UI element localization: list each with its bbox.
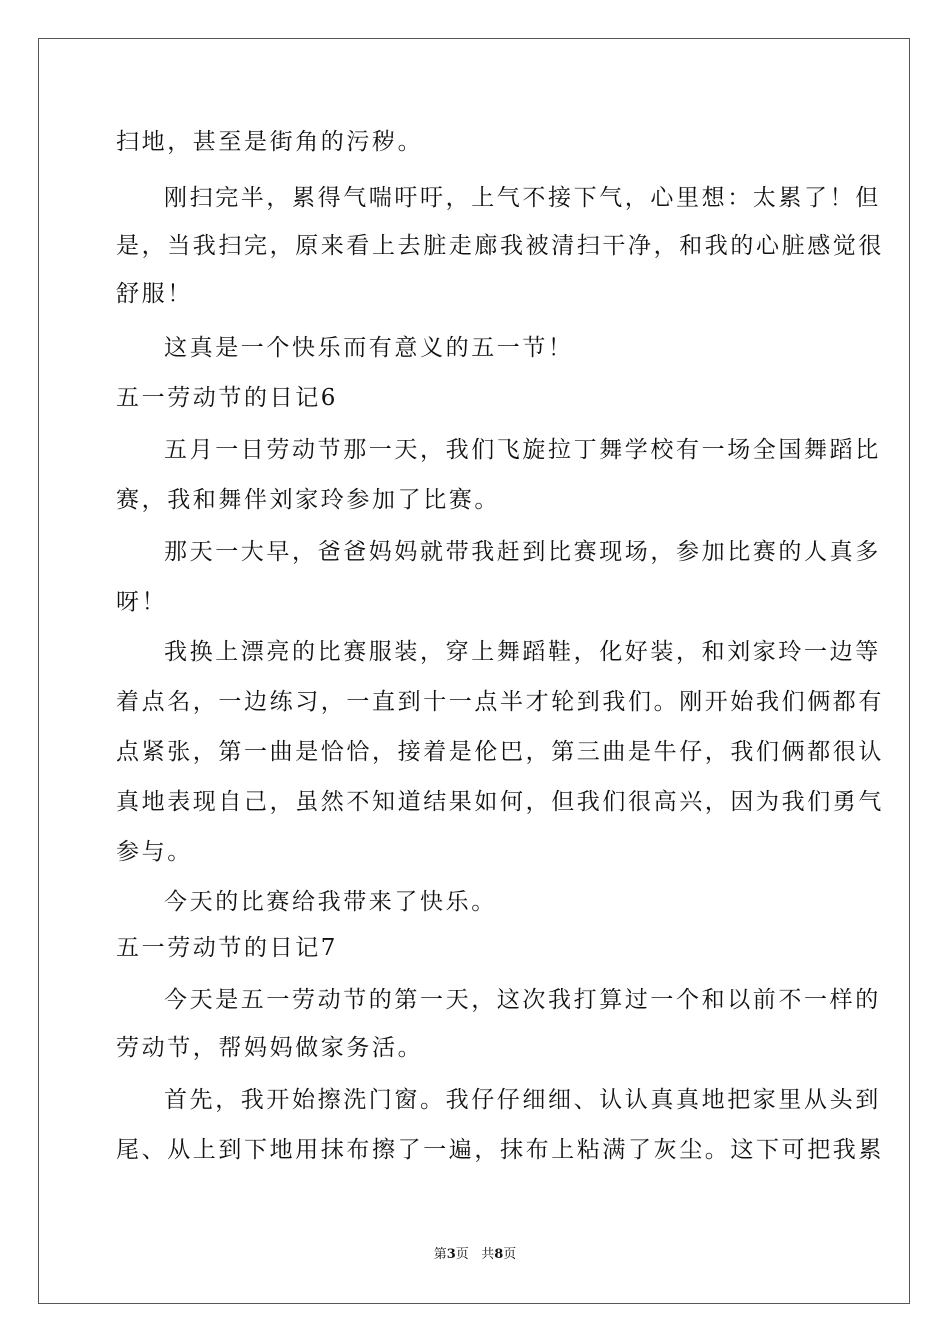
page-prefix: 第 [433, 1247, 447, 1262]
total-prefix: 共 [481, 1247, 495, 1262]
page-suffix: 页 [455, 1247, 469, 1262]
page-footer [0, 1245, 950, 1265]
paragraph-line: 参与。 [116, 839, 193, 865]
total-suffix: 页 [503, 1247, 517, 1262]
paragraph-line: 舒服！ [116, 281, 193, 307]
paragraph-line: 今天的比赛给我带来了快乐。 [164, 889, 497, 915]
paragraph-line: 我换上漂亮的比赛服装，穿上舞蹈鞋，化好装，和刘家玲一边等 [164, 639, 881, 665]
paragraph-line: 着点名，一边练习，一直到十一点半才轮到我们。刚开始我们俩都有 [116, 689, 884, 715]
paragraph-line: 五月一日劳动节那一天，我们飞旋拉丁舞学校有一场全国舞蹈比 [164, 437, 881, 463]
total-pages: 8 [494, 1247, 504, 1262]
section-heading: 五一劳动节的日记7 [116, 935, 339, 961]
paragraph-line: 尾、从上到下地用抹布擦了一遍，抹布上粘满了灰尘。这下可把我累 [116, 1137, 884, 1163]
paragraph-line: 这真是一个快乐而有意义的五一节！ [164, 335, 574, 361]
paragraph-line: 那天一大早，爸爸妈妈就带我赶到比赛现场，参加比赛的人真多 [164, 539, 881, 565]
paragraph-line: 赛，我和舞伴刘家玲参加了比赛。 [116, 487, 500, 513]
page-number: 3 [446, 1247, 456, 1262]
paragraph-line: 刚扫完半，累得气喘吁吁，上气不接下气，心里想：太累了！但 [164, 185, 881, 211]
paragraph-line: 呀！ [116, 589, 168, 615]
paragraph-line: 真地表现自己，虽然不知道结果如何，但我们很高兴，因为我们勇气 [116, 789, 884, 815]
paragraph-line: 扫地，甚至是街角的污秽。 [116, 129, 424, 155]
paragraph-line: 首先，我开始擦洗门窗。我仔仔细细、认认真真地把家里从头到 [164, 1087, 881, 1113]
paragraph-line: 点紧张，第一曲是恰恰，接着是伦巴，第三曲是牛仔，我们俩都很认 [116, 739, 884, 765]
section-heading: 五一劳动节的日记6 [116, 385, 339, 411]
paragraph-line: 劳动节，帮妈妈做家务活。 [116, 1035, 424, 1061]
paragraph-line: 今天是五一劳动节的第一天，这次我打算过一个和以前不一样的 [164, 987, 881, 1013]
paragraph-line: 是，当我扫完，原来看上去脏走廊我被清扫干净，和我的心脏感觉很 [116, 233, 884, 259]
